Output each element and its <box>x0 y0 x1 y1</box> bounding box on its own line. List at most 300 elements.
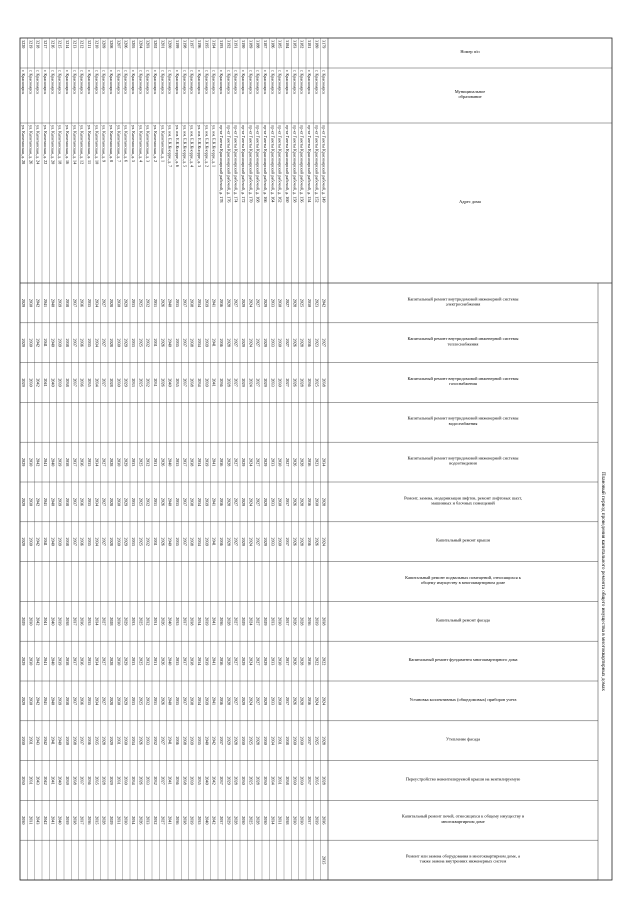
year-cell: 2041 <box>43 457 49 467</box>
year-cell: 2030 <box>314 497 320 507</box>
year-cell: 2035 <box>321 855 327 865</box>
year-cell: 2041 <box>43 497 49 507</box>
year-cell: 2030 <box>28 298 34 308</box>
year-cell: 2032 <box>145 457 151 467</box>
year-cell: 2029 <box>123 696 129 706</box>
year-cell: 2024 <box>248 457 254 467</box>
year-cell: 2035 <box>94 816 100 825</box>
row-address: ул. Капитанская, д. 14 <box>72 125 78 165</box>
column-header-line: Установка коллективных (общедомовых) приборов учета <box>409 696 517 702</box>
row-address: ул. Капитанская, д. 12 <box>79 125 85 165</box>
column-header <box>404 495 522 505</box>
row-address: пр-кт Газеты Красноярский рабочий, д. 178 <box>219 125 225 203</box>
row-number: 3217 <box>43 40 49 49</box>
year-cell: 2034 <box>197 457 203 467</box>
year-cell: 2028 <box>109 617 115 626</box>
year-cell: 2034 <box>131 816 137 825</box>
year-cell: 2028 <box>321 776 327 785</box>
year-cell: 2034 <box>197 696 203 706</box>
year-cell: 2032 <box>153 776 159 785</box>
year-cell: 2030 <box>299 776 305 785</box>
year-cell: 2037 <box>285 537 291 546</box>
year-cell: 2029 <box>123 537 129 546</box>
year-cell: 2026 <box>138 816 144 825</box>
year-cell: 2030 <box>28 537 34 546</box>
year-cell: 2028 <box>109 497 115 507</box>
column-header <box>408 376 519 386</box>
column-header-line: Капитальный ремонт крыши <box>436 537 490 543</box>
year-cell: 2042 <box>35 656 41 666</box>
row-address: ул. им. Е.К.Кнорре, д. 2 <box>204 125 210 168</box>
column-header-line: образование <box>458 94 482 100</box>
year-cell: 2038 <box>182 736 188 745</box>
year-cell: 2038 <box>189 457 195 467</box>
year-cell: 2027 <box>101 537 107 546</box>
year-cell: 2029 <box>263 656 269 666</box>
year-cell: 2030 <box>277 378 283 387</box>
year-cell: 2042 <box>321 298 327 308</box>
year-cell: 2028 <box>226 298 232 308</box>
year-cell: 2037 <box>307 736 313 745</box>
column-header-line: общему имуществу в многоквартирном доме <box>420 580 506 586</box>
year-cell: 2035 <box>87 378 93 387</box>
year-cell: 2036 <box>79 656 85 666</box>
row-address: ул. Капитанская, д. 20 <box>50 125 56 165</box>
year-cell: 2038 <box>182 776 188 785</box>
row-address: ул. Капитанская, д. 11 <box>87 125 93 165</box>
year-cell: 2028 <box>299 378 305 387</box>
year-cell: 2024 <box>248 298 254 308</box>
year-cell: 2040 <box>50 537 56 546</box>
row-number: 3183 <box>292 40 298 49</box>
year-cell: 2030 <box>277 617 283 626</box>
year-cell: 2042 <box>35 457 41 467</box>
year-cell: 2038 <box>189 338 195 347</box>
year-cell: 2034 <box>94 338 100 347</box>
year-cell: 2031 <box>116 736 122 745</box>
column-header-line: Капитальный ремонт фасада <box>436 617 490 623</box>
year-cell: 2039 <box>204 696 210 706</box>
year-cell: 2030 <box>241 736 247 745</box>
year-cell: 2027 <box>101 656 107 666</box>
year-cell: 2041 <box>211 378 217 387</box>
year-cell: 2024 <box>314 696 320 706</box>
row-municipality: г. Красноярск <box>101 70 107 95</box>
year-cell: 2042 <box>211 776 217 785</box>
column-header-line: Капитальный ремонт внутридомовой инженерной системы <box>407 336 519 342</box>
row-municipality: г. Красноярск <box>189 70 195 95</box>
year-cell: 2030 <box>292 776 298 785</box>
year-cell: 2039 <box>57 338 63 347</box>
year-cell: 2029 <box>226 816 232 825</box>
row-municipality: г. Красноярск <box>321 70 327 95</box>
year-cell: 2029 <box>263 298 269 308</box>
year-cell: 2028 <box>226 656 232 666</box>
year-cell: 2028 <box>255 816 261 825</box>
year-cell: 2038 <box>65 537 71 546</box>
year-cell: 2035 <box>175 457 181 467</box>
year-cell: 2029 <box>241 696 247 706</box>
year-cell: 2034 <box>131 736 137 745</box>
year-cell: 2030 <box>116 457 122 467</box>
year-cell: 2035 <box>175 378 181 387</box>
year-cell: 2026 <box>292 457 298 467</box>
year-cell: 2041 <box>43 378 49 387</box>
row-municipality: г. Красноярск <box>226 70 232 95</box>
year-cell: 2030 <box>277 696 283 706</box>
year-cell: 2030 <box>123 816 129 825</box>
column-header <box>410 697 517 702</box>
year-cell: 2034 <box>270 736 276 745</box>
year-cell: 2041 <box>211 656 217 666</box>
row-number: 3211 <box>87 40 93 49</box>
year-cell: 2034 <box>197 656 203 666</box>
year-cell: 2025 <box>138 537 144 546</box>
year-cell: 2037 <box>285 497 291 507</box>
year-cell: 2028 <box>299 457 305 467</box>
year-cell: 2028 <box>109 457 115 467</box>
year-cell: 2040 <box>57 736 63 745</box>
year-cell: 2028 <box>226 338 232 347</box>
year-cell: 2033 <box>270 457 276 467</box>
year-cell: 2041 <box>43 537 49 546</box>
year-cell: 2026 <box>292 338 298 347</box>
year-cell: 2030 <box>116 497 122 507</box>
year-cell: 2037 <box>72 338 78 347</box>
row-address: ул. Капитанская, д. 4 <box>138 125 144 163</box>
column-header-line: Переустройство невентилируемой крыши на вентилируемую <box>405 776 521 782</box>
year-cell: 2025 <box>248 776 254 785</box>
year-cell: 2027 <box>233 537 239 546</box>
column-header-line: Ремонт, замена, модернизация лифтов, ремонт лифтовых шахт, <box>404 495 522 501</box>
year-cell: 2038 <box>189 378 195 387</box>
year-cell: 2041 <box>43 298 49 308</box>
year-cell: 2026 <box>138 776 144 785</box>
year-cell: 2027 <box>101 617 107 626</box>
row-municipality: г. Красноярск <box>204 70 210 95</box>
year-cell: 2034 <box>94 457 100 467</box>
year-cell: 2033 <box>131 497 137 507</box>
year-cell: 2034 <box>197 338 203 347</box>
year-cell: 2036 <box>175 736 181 745</box>
year-cell: 2028 <box>299 537 305 546</box>
year-cell: 2034 <box>94 537 100 546</box>
year-cell: 2041 <box>50 816 56 825</box>
year-cell: 2033 <box>131 537 137 546</box>
year-cell: 2030 <box>277 338 283 347</box>
column-header <box>460 49 480 54</box>
year-cell: 2036 <box>307 656 313 666</box>
row-number: 3213 <box>72 40 78 49</box>
year-cell: 2027 <box>255 338 261 347</box>
row-number: 3191 <box>233 40 239 49</box>
year-cell: 2040 <box>167 537 173 546</box>
year-cell: 2031 <box>153 537 159 546</box>
year-cell: 2035 <box>175 617 181 626</box>
year-cell: 2027 <box>101 457 107 467</box>
row-address: ул. им. Е.К.Кнорре, д. 4 <box>189 125 195 168</box>
row-municipality: г. Красноярск <box>57 70 63 95</box>
column-header <box>408 416 519 426</box>
year-cell: 2041 <box>43 656 49 666</box>
year-cell: 2028 <box>299 338 305 347</box>
year-cell: 2030 <box>28 338 34 347</box>
year-cell: 2042 <box>211 816 217 825</box>
year-cell: 2030 <box>116 617 122 626</box>
year-cell: 2027 <box>233 338 239 347</box>
year-cell: 2035 <box>87 497 93 507</box>
row-municipality: г. Красноярск <box>263 70 269 95</box>
year-cell: 2028 <box>226 497 232 507</box>
year-cell: 2036 <box>307 338 313 347</box>
year-cell: 2026 <box>292 696 298 706</box>
year-cell: 2028 <box>109 298 115 308</box>
year-cell: 2025 <box>138 696 144 706</box>
year-cell: 2028 <box>321 736 327 745</box>
year-cell: 2027 <box>255 378 261 387</box>
year-cell: 2039 <box>57 617 63 626</box>
year-cell: 2029 <box>241 298 247 308</box>
column-header <box>436 538 491 543</box>
year-cell: 2029 <box>263 378 269 387</box>
year-cell: 2042 <box>35 617 41 626</box>
column-header <box>446 737 480 742</box>
column-header <box>408 336 519 346</box>
year-cell: 2041 <box>167 736 173 745</box>
year-cell: 2040 <box>57 776 63 785</box>
year-cell: 2037 <box>285 617 291 626</box>
year-cell: 2029 <box>123 298 129 308</box>
year-cell: 2023 <box>314 338 320 347</box>
year-cell: 2029 <box>21 338 27 347</box>
year-cell: 2033 <box>270 338 276 347</box>
year-cell: 2030 <box>277 457 283 467</box>
row-municipality: г. Красноярск <box>314 70 320 95</box>
row-number: 3187 <box>263 40 269 49</box>
year-cell: 2024 <box>248 696 254 706</box>
year-cell: 2028 <box>299 497 305 507</box>
year-cell: 2031 <box>28 736 34 745</box>
row-number: 3200 <box>167 40 173 49</box>
year-cell: 2030 <box>123 736 129 745</box>
year-cell: 2031 <box>28 816 34 825</box>
year-cell: 2035 <box>87 617 93 626</box>
year-cell: 2042 <box>35 298 41 308</box>
year-cell: 2042 <box>43 736 49 745</box>
year-cell: 2043 <box>35 816 41 825</box>
year-cell: 2034 <box>131 776 137 785</box>
row-municipality: г. Красноярск <box>241 70 247 95</box>
year-cell: 2030 <box>116 696 122 706</box>
row-number: 3195 <box>204 40 210 49</box>
row-address: пр-кт Газеты Красноярский рабочий, д. 160 <box>285 125 291 203</box>
year-cell: 2026 <box>292 378 298 387</box>
year-cell: 2039 <box>65 736 71 745</box>
year-cell: 2030 <box>116 298 122 308</box>
year-cell: 2031 <box>116 816 122 825</box>
year-cell: 2040 <box>167 298 173 308</box>
year-cell: 2034 <box>94 656 100 666</box>
row-number: 3188 <box>255 40 261 49</box>
year-cell: 2040 <box>204 776 210 785</box>
year-cell: 2036 <box>219 497 225 507</box>
column-header-line: Муниципальное <box>454 88 486 94</box>
row-number: 3179 <box>321 40 327 49</box>
row-number: 3194 <box>211 40 217 49</box>
year-cell: 2034 <box>94 617 100 626</box>
year-cell: 2039 <box>57 656 63 666</box>
year-cell: 2026 <box>160 696 166 706</box>
column-header-line: многоквартирном доме <box>441 818 485 824</box>
row-municipality: г. Красноярск <box>160 70 166 95</box>
row-number: 3214 <box>65 40 71 49</box>
year-cell: 2029 <box>241 537 247 546</box>
row-address: ул. им. Е.К.Кнорре, д. 5 <box>182 125 188 168</box>
year-cell: 2024 <box>248 378 254 387</box>
year-cell: 2026 <box>160 298 166 308</box>
year-cell: 2029 <box>241 617 247 626</box>
year-cell: 2030 <box>116 338 122 347</box>
year-cell: 2030 <box>116 378 122 387</box>
year-cell: 2029 <box>263 696 269 706</box>
year-cell: 2037 <box>72 617 78 626</box>
year-cell: 2030 <box>21 816 27 825</box>
year-cell: 2027 <box>285 378 291 387</box>
year-cell: 2022 <box>314 656 320 666</box>
year-cell: 2033 <box>270 656 276 666</box>
year-cell: 2030 <box>241 816 247 825</box>
year-cell: 2042 <box>35 338 41 347</box>
year-cell: 2040 <box>50 656 56 666</box>
year-cell: 2036 <box>219 338 225 347</box>
year-cell: 2037 <box>182 537 188 546</box>
year-cell: 2039 <box>65 776 71 785</box>
column-header-line: Капитальный ремонт внутридомовой инженерной системы <box>407 296 519 302</box>
year-cell: 2036 <box>175 776 181 785</box>
year-cell: 2037 <box>307 776 313 785</box>
row-municipality: г. Красноярск <box>116 70 122 95</box>
year-cell: 2037 <box>72 696 78 706</box>
year-cell: 2033 <box>145 816 151 825</box>
column-header <box>406 854 520 864</box>
year-cell: 2029 <box>263 457 269 467</box>
year-cell: 2039 <box>57 298 63 308</box>
year-cell: 2039 <box>57 378 63 387</box>
year-cell: 2027 <box>233 696 239 706</box>
year-cell: 2029 <box>21 298 27 308</box>
row-address: пр-кт Газеты Красноярский рабочий, д. 149 <box>321 125 327 203</box>
year-cell: 2040 <box>167 696 173 706</box>
column-header-line: Капитальный ремонт внутридомовой инженерной системы <box>407 375 519 381</box>
year-cell: 2030 <box>307 298 313 308</box>
year-cell: 2024 <box>321 696 327 706</box>
year-cell: 2032 <box>145 617 151 626</box>
column-header-line: Утепление фасада <box>445 736 481 742</box>
year-cell: 2030 <box>277 656 283 666</box>
year-cell: 2037 <box>219 816 225 825</box>
year-cell: 2025 <box>314 378 320 387</box>
year-cell: 2031 <box>153 497 159 507</box>
year-cell: 2028 <box>233 736 239 745</box>
row-address: ул. Капитанская, д. 3 <box>145 125 151 163</box>
row-address: ул. Капитанская, д. 2 <box>153 125 159 163</box>
year-cell: 2039 <box>189 776 195 785</box>
row-address: ул. им. Е.К.Кнорре, д. 6 <box>175 125 181 168</box>
year-cell: 2040 <box>50 497 56 507</box>
year-cell: 2038 <box>189 696 195 706</box>
year-cell: 2037 <box>285 696 291 706</box>
year-cell: 2041 <box>211 338 217 347</box>
year-cell: 2039 <box>65 816 71 825</box>
year-cell: 2029 <box>263 617 269 626</box>
year-cell: 2028 <box>226 696 232 706</box>
column-header <box>402 814 524 824</box>
year-cell: 2029 <box>21 457 27 467</box>
year-cell: 2038 <box>285 736 291 745</box>
year-cell: 2036 <box>307 497 313 507</box>
year-cell: 2038 <box>65 338 71 347</box>
year-cell: 2031 <box>277 736 283 745</box>
year-cell: 2026 <box>160 457 166 467</box>
row-number: 3215 <box>57 40 63 49</box>
year-cell: 2037 <box>72 378 78 387</box>
year-cell: 2029 <box>263 497 269 507</box>
year-cell: 2027 <box>255 298 261 308</box>
year-cell: 2032 <box>145 338 151 347</box>
year-cell: 2041 <box>211 457 217 467</box>
year-cell: 2025 <box>138 497 144 507</box>
row-municipality: г. Красноярск <box>87 70 93 95</box>
row-number: 3208 <box>109 40 115 49</box>
year-cell: 2025 <box>138 457 144 467</box>
row-address: ул. Капитанская, д. 28 <box>21 125 27 165</box>
year-cell: 2041 <box>211 298 217 308</box>
year-cell: 2029 <box>263 537 269 546</box>
year-cell: 2026 <box>160 537 166 546</box>
row-number: 3212 <box>79 40 85 49</box>
year-cell: 2033 <box>270 298 276 308</box>
year-cell: 2034 <box>270 816 276 825</box>
year-cell: 2033 <box>145 736 151 745</box>
year-cell: 2035 <box>175 338 181 347</box>
year-cell: 2027 <box>255 656 261 666</box>
year-cell: 2026 <box>160 497 166 507</box>
year-cell: 2039 <box>204 457 210 467</box>
year-cell: 2034 <box>197 378 203 387</box>
year-cell: 2036 <box>79 497 85 507</box>
row-municipality: г. Красноярск <box>72 70 78 95</box>
year-cell: 2036 <box>307 378 313 387</box>
year-cell: 2034 <box>270 776 276 785</box>
year-cell: 2035 <box>175 497 181 507</box>
year-cell: 2041 <box>50 736 56 745</box>
row-municipality: г. Красноярск <box>248 70 254 95</box>
year-cell: 2030 <box>28 497 34 507</box>
year-cell: 2027 <box>255 617 261 626</box>
year-cell: 2034 <box>94 378 100 387</box>
year-cell: 2025 <box>138 338 144 347</box>
year-cell: 2028 <box>321 497 327 507</box>
year-cell: 2035 <box>87 656 93 666</box>
year-cell: 2035 <box>197 776 203 785</box>
year-cell: 2040 <box>167 378 173 387</box>
year-cell: 2033 <box>131 338 137 347</box>
year-cell: 2035 <box>175 298 181 308</box>
year-cell: 2028 <box>109 656 115 666</box>
year-cell: 2041 <box>211 537 217 546</box>
year-cell: 2039 <box>314 617 320 626</box>
year-cell: 2028 <box>299 656 305 666</box>
